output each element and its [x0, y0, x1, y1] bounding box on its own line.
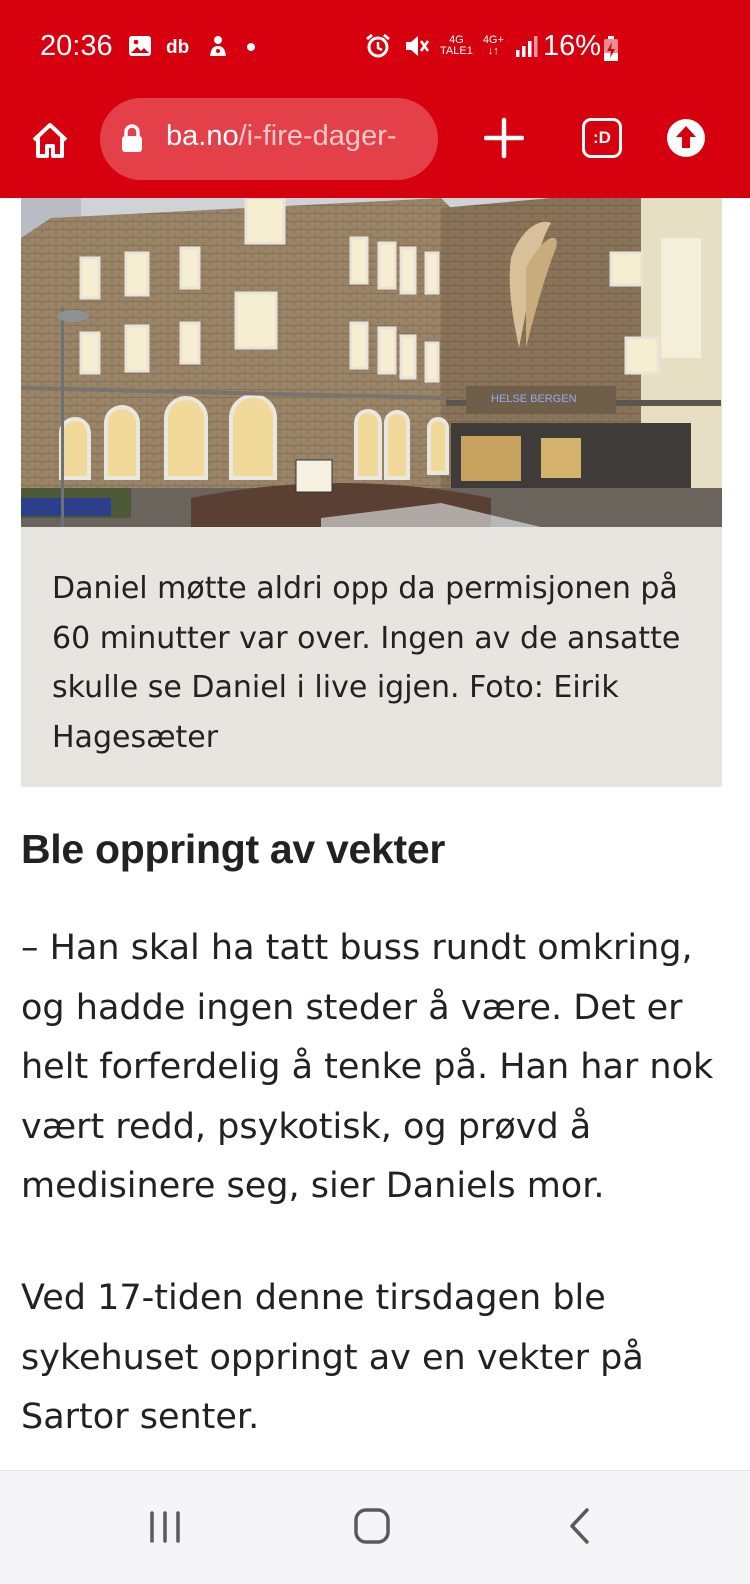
network-2-label: 4G+: [482, 34, 504, 46]
image-caption: Daniel møtte aldri opp da permisjonen på 60 minutter var over. Ingen av de ansatte skulle se Daniel i live igjen. Foto: Eirik Hagesæter: [52, 571, 681, 755]
new-tab-icon[interactable]: [484, 116, 524, 160]
home-icon[interactable]: [28, 118, 72, 162]
network-4g: [440, 35, 473, 57]
system-icons: [364, 32, 540, 60]
article-subheading: Ble oppringt av vekter: [21, 826, 446, 872]
update-icon[interactable]: [666, 118, 706, 158]
url-path: /i-fire-dager-: [238, 120, 397, 152]
lock-icon: [120, 124, 144, 154]
status-time: 20:36: [40, 30, 113, 62]
hospital-building-image: [21, 198, 722, 527]
tab-switcher-label: :D: [593, 128, 611, 147]
url-text: [166, 120, 397, 153]
alarm-icon: [364, 32, 392, 60]
hospital-sign-text: HELSE BERGEN: [491, 393, 577, 405]
image-icon: [128, 34, 152, 58]
back-icon[interactable]: [556, 1501, 606, 1551]
mute-icon: [402, 32, 430, 60]
url-host: ba.no: [166, 120, 239, 152]
image-caption-box: [21, 527, 722, 787]
notification-icons: [128, 34, 258, 58]
battery-percent: 16%: [543, 30, 602, 62]
system-nav-bar: [0, 1470, 750, 1584]
article-paragraph-1: – Han skal ha tatt buss rundt omkring, og hadde ingen steder å være. Det er helt forferdelig å tenke på. Han har nok vært redd, psykotisk, og prøvd å medisinere seg, sier Daniels mor.: [21, 928, 714, 1206]
status-bar: [0, 0, 750, 98]
battery-charging-icon: [603, 36, 619, 62]
network-1-label: 4G: [449, 34, 464, 46]
article-paragraph-2: Ved 17-tiden denne tirsdagen ble sykehuset oppringt av en vekter på Sartor senter.: [21, 1278, 644, 1437]
notification-icon: [206, 34, 230, 58]
recent-apps-icon[interactable]: [140, 1501, 190, 1551]
dot-icon: [244, 34, 258, 58]
svg-text:db: db: [166, 37, 190, 58]
tab-switcher-button[interactable]: [582, 118, 622, 158]
url-bar[interactable]: [100, 98, 438, 180]
home-nav-icon[interactable]: [347, 1501, 397, 1551]
browser-toolbar: [0, 98, 750, 198]
db-icon: [166, 34, 192, 58]
network-1-sub-label: TALE1: [440, 45, 473, 57]
top-bar: [0, 0, 750, 198]
data-arrows-icon: ↓↑: [487, 45, 499, 57]
network-4g-plus: [483, 35, 504, 57]
signal-icon: [514, 33, 540, 59]
article-image: [21, 198, 722, 527]
